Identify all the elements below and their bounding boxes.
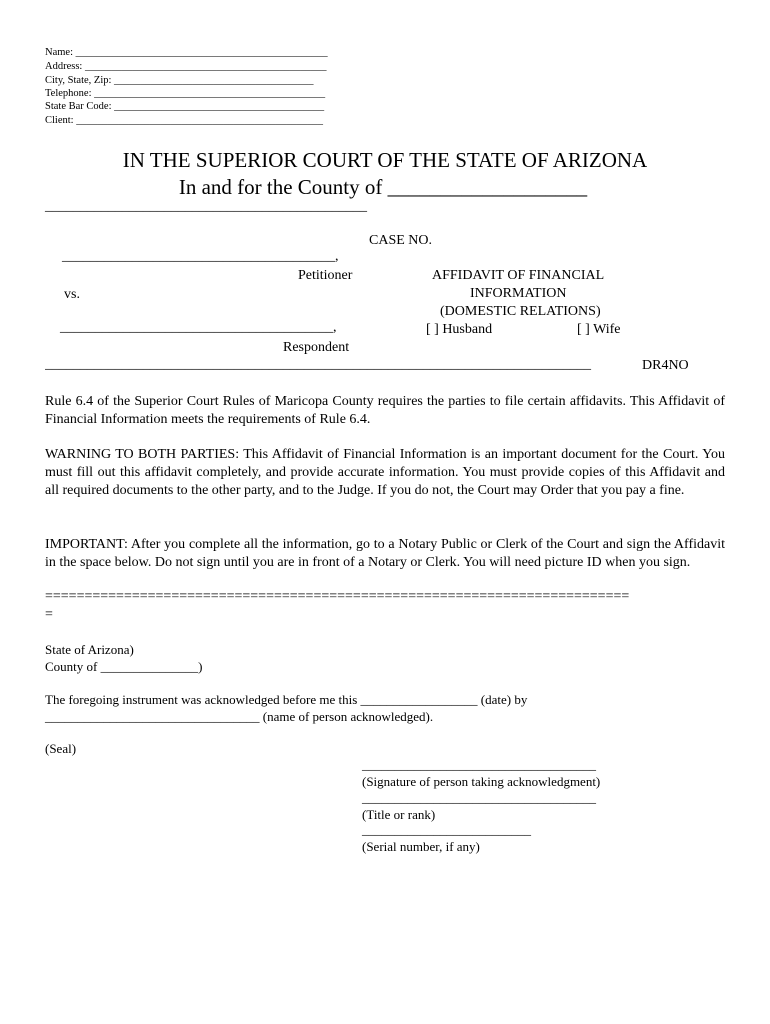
signature-line[interactable]: ____________________________________	[362, 757, 596, 772]
respondent-name-line[interactable]: _______________________________________,	[60, 320, 337, 335]
case-number-label: CASE NO.	[369, 233, 433, 248]
separator-tail: =	[45, 607, 53, 622]
form-rule: ______________________________________________________________________________	[45, 357, 591, 372]
serial-number-label: (Serial number, if any)	[362, 839, 480, 854]
rule-paragraph: Rule 6.4 of the Superior Court Rules of Maricopa County requires the parties to file certain affidavits. This Affidavit of Financial Information meets the requirements of Rule 6.4.	[45, 394, 725, 427]
seal-label: (Seal)	[45, 741, 77, 756]
state-of-arizona: State of Arizona)	[45, 642, 134, 657]
serial-number-line[interactable]: __________________________	[362, 822, 531, 837]
signature-label: (Signature of person taking acknowledgment)	[362, 774, 601, 789]
court-title: IN THE SUPERIOR COURT OF THE STATE OF ARIZONA	[122, 148, 648, 172]
important-paragraph: IMPORTANT: After you complete all the information, go to a Notary Public or Clerk of the Court and sign the Affidavit in the space below. Do not sign until you are in front of a Notary or Clerk. You will need picture ID when you sign.	[45, 537, 725, 570]
husband-checkbox[interactable]: [ ] Husband	[426, 322, 493, 337]
state-bar-code-field[interactable]: State Bar Code: ________________________________________	[45, 101, 325, 112]
county-of-field[interactable]: County of _______________)	[45, 659, 203, 674]
wife-checkbox[interactable]: [ ] Wife	[577, 322, 621, 337]
warning-paragraph: WARNING TO BOTH PARTIES: This Affidavit of Financial Information is an important document for the Court. You must fill out this affidavit completely, and provide accurate information. You must provide copies of this Affidavit and all required documents to the other party, and to the Judge. If you do not, the Court may Order that you pay a fine.	[45, 447, 725, 498]
petitioner-label: Petitioner	[298, 268, 353, 283]
court-divider: ______________________________________________	[45, 199, 367, 214]
client-field[interactable]: Client: _______________________________________________	[45, 115, 323, 126]
respondent-label: Respondent	[283, 340, 350, 355]
petitioner-name-line[interactable]: _______________________________________,	[62, 249, 339, 264]
title-rank-label: (Title or rank)	[362, 807, 436, 822]
separator-line: ==========================================================================	[45, 589, 630, 604]
acknowledgment-line-2[interactable]: _________________________________ (name of person acknowledged).	[45, 709, 434, 724]
title-rank-line[interactable]: ____________________________________	[362, 790, 596, 805]
document-title-line-3: (DOMESTIC RELATIONS)	[440, 304, 601, 319]
telephone-field[interactable]: Telephone: ____________________________________________	[45, 88, 326, 99]
name-field[interactable]: Name: ________________________________________________	[45, 47, 328, 58]
county-line[interactable]: In and for the County of ___________________	[178, 175, 588, 199]
form-code: DR4NO	[642, 358, 689, 373]
document-title-line-1: AFFIDAVIT OF FINANCIAL	[432, 268, 605, 283]
versus-label: vs.	[64, 287, 80, 302]
acknowledgment-line-1[interactable]: The foregoing instrument was acknowledged before me this __________________ (date) by	[45, 692, 528, 707]
city-state-zip-field[interactable]: City, State, Zip: ______________________________________	[45, 75, 314, 86]
document-title-line-2: INFORMATION	[470, 286, 567, 301]
address-field[interactable]: Address: ______________________________________________	[45, 61, 327, 72]
